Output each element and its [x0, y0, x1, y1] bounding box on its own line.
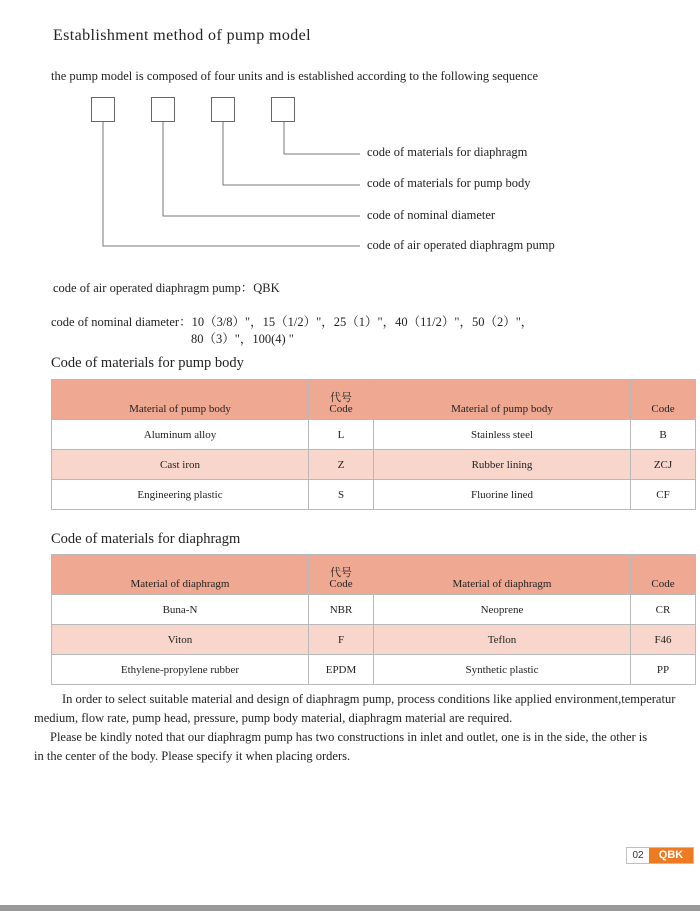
header-code-cn: 代号 [330, 567, 352, 579]
material-cell: Ethylene-propylene rubber [52, 655, 309, 685]
code-cell: CR [631, 595, 696, 625]
material-cell: Synthetic plastic [374, 655, 631, 685]
connector-air-pump [103, 122, 360, 246]
code-cell: L [309, 420, 374, 450]
code-cell: F [309, 625, 374, 655]
diaphragm-materials-table [51, 554, 696, 685]
code-cell: ZCJ [631, 450, 696, 480]
table-header-row [52, 380, 696, 420]
material-cell: Engineering plastic [52, 480, 309, 510]
footer-rule [0, 905, 700, 911]
table-row [52, 480, 696, 510]
pump-body-section-title: Code of materials for pump body [51, 355, 244, 371]
paragraph-line: medium, flow rate, pump head, pressure, pump body material, diaphragm material are required. [34, 711, 513, 725]
connector-lines [0, 0, 700, 260]
nominal-diameter-line-2: 80（3）"，100(4) " [191, 332, 294, 346]
connector-nominal [163, 122, 360, 216]
header-material: Material of diaphragm [374, 555, 631, 595]
header-code [309, 555, 374, 595]
header-material: Material of pump body [374, 380, 631, 420]
page-title: Establishment method of pump model [53, 27, 312, 44]
paragraph-line: in the center of the body. Please specify it when placing orders. [34, 749, 351, 763]
page-number: 02 [632, 850, 644, 861]
paragraph-line: In order to select suitable material and design of diaphragm pump, process conditions like applied environment,temperatur [62, 692, 676, 706]
label-air-pump-code: code of air operated diaphragm pump [367, 238, 555, 252]
table-header-row [52, 555, 696, 595]
code-cell: B [631, 420, 696, 450]
material-cell: Aluminum alloy [52, 420, 309, 450]
page-footer-badge [626, 847, 694, 864]
code-cell: F46 [631, 625, 696, 655]
header-code: Code [631, 555, 696, 595]
material-cell: Viton [52, 625, 309, 655]
nominal-diameter-line-1: code of nominal diameter：10（3/8）"，15（1/2）"，25（1）"，40（11/2）"，50（2）"， [51, 315, 534, 329]
material-cell: Buna-N [52, 595, 309, 625]
paragraph-line: Please be kindly noted that our diaphragm pump has two constructions in inlet and outlet, one is in the side, the other is [50, 730, 648, 744]
material-cell: Neoprene [374, 595, 631, 625]
material-cell: Fluorine lined [374, 480, 631, 510]
brand-logo: QBK [649, 848, 693, 863]
label-pump-body-code: code of materials for pump body [367, 176, 531, 190]
table-row [52, 595, 696, 625]
header-code: Code [631, 380, 696, 420]
connector-diaphragm [284, 122, 360, 154]
table-row [52, 655, 696, 685]
header-code-cn: 代号 [330, 392, 352, 404]
material-cell: Teflon [374, 625, 631, 655]
code-cell: S [309, 480, 374, 510]
header-material: Material of pump body [52, 380, 309, 420]
code-cell: EPDM [309, 655, 374, 685]
code-cell: Z [309, 450, 374, 480]
code-cell: CF [631, 480, 696, 510]
diaphragm-section-title: Code of materials for diaphragm [51, 531, 241, 547]
material-cell: Cast iron [52, 450, 309, 480]
header-code [309, 380, 374, 420]
header-code-en: Code [329, 403, 353, 415]
code-cell: PP [631, 655, 696, 685]
intro-text: the pump model is composed of four units and is established according to the following sequence [51, 69, 539, 83]
air-pump-code-line: code of air operated diaphragm pump：QBK [53, 281, 280, 295]
pump-body-materials-table [51, 379, 696, 510]
label-nominal-diameter-code: code of nominal diameter [367, 208, 496, 222]
label-diaphragm-code: code of materials for diaphragm [367, 145, 528, 159]
table-row [52, 420, 696, 450]
table-row [52, 450, 696, 480]
material-cell: Rubber lining [374, 450, 631, 480]
header-code-en: Code [329, 578, 353, 590]
code-cell: NBR [309, 595, 374, 625]
table-row [52, 625, 696, 655]
material-cell: Stainless steel [374, 420, 631, 450]
header-material: Material of diaphragm [52, 555, 309, 595]
